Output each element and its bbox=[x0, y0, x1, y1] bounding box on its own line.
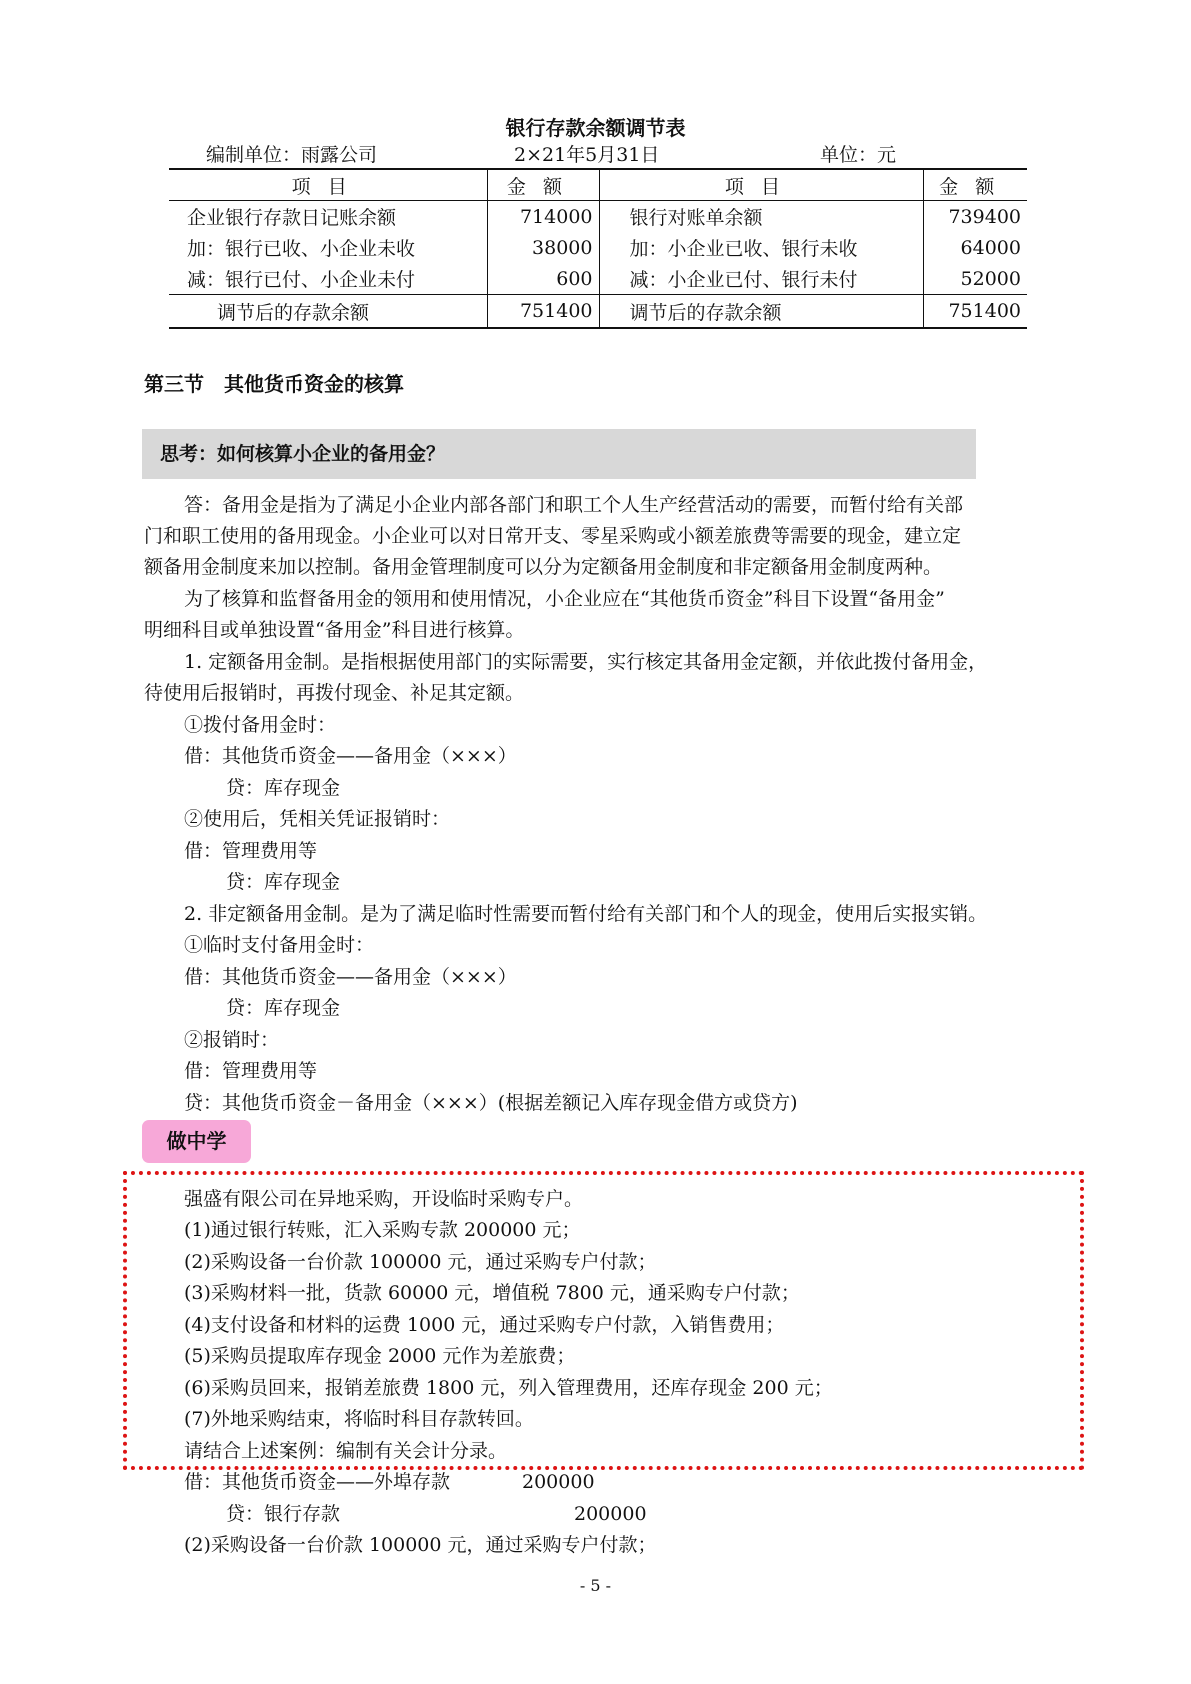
left-amount: 600 bbox=[487, 263, 599, 295]
case-line: (2)采购设备一台价款 100000 元，通过采购专户付款； bbox=[184, 1251, 657, 1273]
body-line: 为了核算和监督备用金的领用和使用情况，小企业应在“其他货币资金”科目下设置“备用金” bbox=[184, 588, 945, 610]
body-line: 门和职工使用的备用现金。小企业可以对日常开支、零星采购或小额差旅费等需要的现金，建立定 bbox=[144, 525, 962, 547]
body-line: 明细科目或单独设置“备用金”科目进行核算。 bbox=[144, 619, 525, 641]
table-header-row bbox=[169, 169, 1027, 201]
answer-line: (2)采购设备一台价款 100000 元，通过采购专户付款； bbox=[184, 1534, 657, 1556]
table-total-row bbox=[169, 295, 1027, 329]
body-line: 1. 定额备用金制。是指根据使用部门的实际需要，实行核定其备用金定额，并依此拨付备用金， bbox=[184, 651, 988, 673]
body-line: 借：管理费用等 bbox=[184, 1060, 318, 1082]
table-row bbox=[169, 232, 1027, 263]
reconciliation-title: 银行存款余额调节表 bbox=[505, 116, 686, 140]
left-item: 企业银行存款日记账余额 bbox=[187, 207, 397, 229]
left-item: 减：银行已付、小企业未付 bbox=[187, 269, 416, 291]
body-line: 贷：库存现金 bbox=[226, 997, 341, 1019]
table-row bbox=[169, 263, 1027, 295]
left-amount: 38000 bbox=[487, 232, 599, 263]
body-line: 借：其他货币资金——备用金（×××） bbox=[184, 966, 517, 988]
think-box: 思考：如何核算小企业的备用金？ bbox=[142, 429, 976, 479]
page-number: - 5 - bbox=[579, 1576, 612, 1595]
case-line: (5)采购员提取库存现金 2000 元作为差旅费； bbox=[184, 1345, 576, 1367]
case-line: (7)外地采购结束，将临时科目存款转回。 bbox=[184, 1408, 534, 1430]
header-amount-left: 金额 bbox=[487, 169, 599, 201]
case-line: (4)支付设备和材料的运费 1000 元，通过采购专户付款，入销售费用； bbox=[184, 1314, 785, 1336]
body-line: 借：其他货币资金——备用金（×××） bbox=[184, 745, 517, 767]
section-title: 第三节 其他货币资金的核算 bbox=[144, 372, 404, 396]
body-line: ①拨付备用金时： bbox=[184, 714, 337, 736]
left-amount: 714000 bbox=[487, 201, 599, 233]
right-total-amount: 751400 bbox=[923, 295, 1027, 329]
body-line: 贷：其他货币资金－备用金（×××）(根据差额记入库存现金借方或贷方) bbox=[184, 1092, 798, 1114]
body-line: 额备用金制度来加以控制。备用金管理制度可以分为定额备用金制度和非定额备用金制度两种。 bbox=[144, 556, 943, 578]
right-total-item: 调节后的存款余额 bbox=[599, 295, 923, 329]
body-line: 借：管理费用等 bbox=[184, 840, 318, 862]
body-line: 待使用后报销时，再拨付现金、补足其定额。 bbox=[144, 682, 525, 704]
body-line: ②使用后，凭相关凭证报销时： bbox=[184, 808, 451, 830]
right-amount: 64000 bbox=[923, 232, 1027, 263]
left-total-item: 调节后的存款余额 bbox=[169, 295, 487, 329]
body-line: 答：备用金是指为了满足小企业内部各部门和职工个人生产经营活动的需要，而暂付给有关部 bbox=[184, 494, 964, 516]
header-item-left: 项目 bbox=[169, 169, 487, 201]
preparing-unit: 编制单位：雨露公司 bbox=[206, 144, 378, 166]
right-amount: 739400 bbox=[923, 201, 1027, 233]
right-item: 银行对账单余额 bbox=[599, 201, 923, 233]
case-line: 请结合上述案例：编制有关会计分录。 bbox=[184, 1440, 508, 1462]
answer-amount: 200000 bbox=[522, 1471, 595, 1493]
body-line: ②报销时： bbox=[184, 1029, 280, 1051]
case-line: 强盛有限公司在异地采购，开设临时采购专户。 bbox=[184, 1188, 584, 1210]
header-amount-right: 金额 bbox=[923, 169, 1027, 201]
currency-unit: 单位：元 bbox=[820, 144, 897, 166]
case-line: (1)通过银行转账，汇入采购专款 200000 元； bbox=[184, 1219, 581, 1241]
answer-line: 贷：银行存款 bbox=[226, 1503, 341, 1525]
header-item-right: 项目 bbox=[599, 169, 923, 201]
body-line: 贷：库存现金 bbox=[226, 777, 341, 799]
table-row bbox=[169, 201, 1027, 233]
right-item: 减：小企业已付、银行未付 bbox=[599, 263, 923, 295]
case-line: (6)采购员回来，报销差旅费 1800 元，列入管理费用，还库存现金 200 元； bbox=[184, 1377, 833, 1399]
body-line: 贷：库存现金 bbox=[226, 871, 341, 893]
body-line: ①临时支付备用金时： bbox=[184, 934, 375, 956]
answer-line: 借：其他货币资金——外埠存款 bbox=[184, 1471, 451, 1493]
right-amount: 52000 bbox=[923, 263, 1027, 295]
answer-amount: 200000 bbox=[574, 1503, 647, 1525]
body-line: 2. 非定额备用金制。是为了满足临时性需要而暂付给有关部门和个人的现金，使用后实报实销。 bbox=[184, 903, 988, 925]
right-item: 加：小企业已收、银行未收 bbox=[599, 232, 923, 263]
reconciliation-table bbox=[169, 168, 1027, 329]
practice-tag: 做中学 bbox=[142, 1120, 251, 1163]
case-line: (3)采购材料一批，货款 60000 元，增值税 7800 元，通采购专户付款； bbox=[184, 1282, 800, 1304]
left-total-amount: 751400 bbox=[487, 295, 599, 329]
statement-date: 2×21年5月31日 bbox=[514, 144, 660, 166]
left-item: 加：银行已收、小企业未收 bbox=[187, 238, 416, 260]
